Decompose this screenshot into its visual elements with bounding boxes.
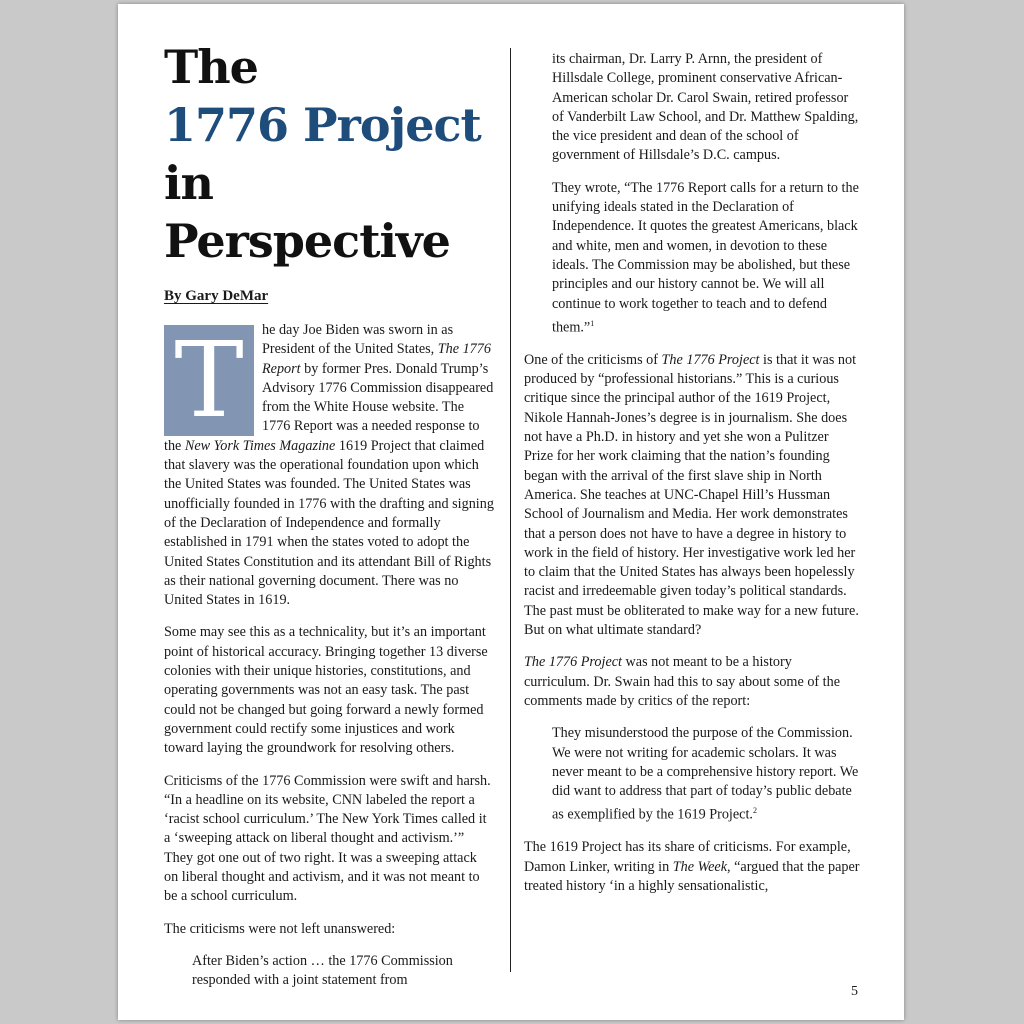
right-column — [524, 50, 860, 909]
italic-title: The 1776 Project — [524, 654, 622, 671]
footnote-ref: 1 — [590, 318, 595, 328]
block-quote: After Biden’s action … the 1776 Commission responded with a joint statement from — [192, 952, 453, 989]
drop-cap: T — [164, 325, 254, 436]
title-line-3: in Perspective — [164, 156, 450, 268]
left-column — [164, 38, 494, 1004]
text-run: The 1619 Project has its share of criticisms. For example, Damon Linker, writing in — [524, 839, 851, 875]
footnote-ref: 2 — [752, 806, 757, 816]
text-run: is that it was not produced by “professional historians.” This is a curious critique since the principal author of the 1619 Project, Nikole Hannah-Jones’s degree is in journalism. She does not have a Ph.D. in history and yet she won a Pulitzer Prize for her work claiming that the nation’s founding began with the arrival of the first slave ship in North America. She teaches at UNC-Chapel Hill’s Hussman School of Journalism and Media. Her work demonstrates that a person does not have to have a degree in history to work in the field of history. Her investigative work led her to claim that the United States has always been hopelessly racist and irredeemable given today’s political standards. The past must be obliterated to make way for a new future. But on what ultimate standard? — [524, 351, 859, 639]
page-number: 5 — [851, 984, 858, 999]
paragraph — [524, 838, 860, 896]
block-quote — [524, 724, 860, 825]
paragraph — [524, 351, 860, 640]
column-divider — [510, 48, 511, 972]
block-quote — [524, 179, 860, 338]
italic-title: The 1776 Report — [262, 341, 491, 377]
text-run: They misunderstood the purpose of the Commission. We were not writing for academic scholars. It was never meant to be a comprehensive history report. We did want to address that part of today’s public debate as exemplified by the 1619 Project. — [552, 725, 859, 824]
text-run: 1619 Project that claimed that slavery was the operational foundation upon which the United States was founded. The United States was unofficially founded in 1776 with the drafting and signing of the Declaration of Independence and formally established in 1791 when the states voted to adopt the United States Constitution and its attendant Bill of Rights as their national governing document. There was no United States in 1619. — [164, 437, 494, 609]
paragraph — [524, 653, 860, 711]
document-page — [118, 4, 904, 1020]
paragraph: Some may see this as a technicality, but it’s an important point of historical accuracy. Bringing together 13 diverse colonies with their unique histories, constitutions, and operating governments was not an easy task. The past could not be changed but going forward a newly formed government could rectify some injustices and work toward laying the groundwork for resolving others. — [164, 624, 488, 757]
article-title — [164, 38, 494, 270]
block-quote: its chairman, Dr. Larry P. Arnn, the president of Hillsdale College, prominent conservative African-American scholar Dr. Carol Swain, retired professor of Vanderbilt Law School, and Dr. Matthew Spalding, the vice president and dean of the school of government of Hillsdale’s D.C. campus. — [552, 51, 859, 164]
text-run: he day Joe Biden was sworn in as President of the United States, — [262, 322, 454, 358]
text-run: by former Pres. Donald Trump’s Advisory 1776 Commission disappeared from the White House website. The 1776 Report was a needed response to the — [164, 360, 494, 454]
text-run: was not meant to be a history curriculum. Dr. Swain had this to say about some of the comments made by critics of the report: — [524, 654, 841, 709]
title-line-2: 1776 Project — [164, 98, 481, 152]
title-line-1: The — [164, 40, 258, 94]
paragraph: The criticisms were not left unanswered: — [164, 920, 396, 937]
italic-title: New York Times Magazine — [184, 437, 336, 454]
text-run: , “argued that the paper treated history ‘in a highly sensationalistic, — [524, 858, 860, 895]
paragraph-intro — [164, 321, 494, 610]
text-run: They wrote, “The 1776 Report calls for a return to the unifying ideals stated in the Declaration of Independence. It quotes the greatest Americans, black and white, men and women, in devotion to these ideals. The Commission may be abolished, but these principles and our history cannot be. We will all continue to work together to teach and to defend them.” — [552, 179, 859, 336]
text-run: One of the criticisms of — [524, 351, 662, 368]
byline: By Gary DeMar — [164, 288, 269, 304]
paragraph: Criticisms of the 1776 Commission were swift and harsh. “In a headline on its website, CNN labeled the report a ‘racist school curriculum.’ The New York Times called it a ‘sweeping attack on liberal thought and activism.’” They got one out of two right. It was a sweeping attack on liberal thought and activism, and it was not meant to be a school curriculum. — [164, 772, 491, 905]
italic-title: The 1776 Project — [661, 351, 760, 368]
italic-title: The Week — [672, 858, 728, 875]
